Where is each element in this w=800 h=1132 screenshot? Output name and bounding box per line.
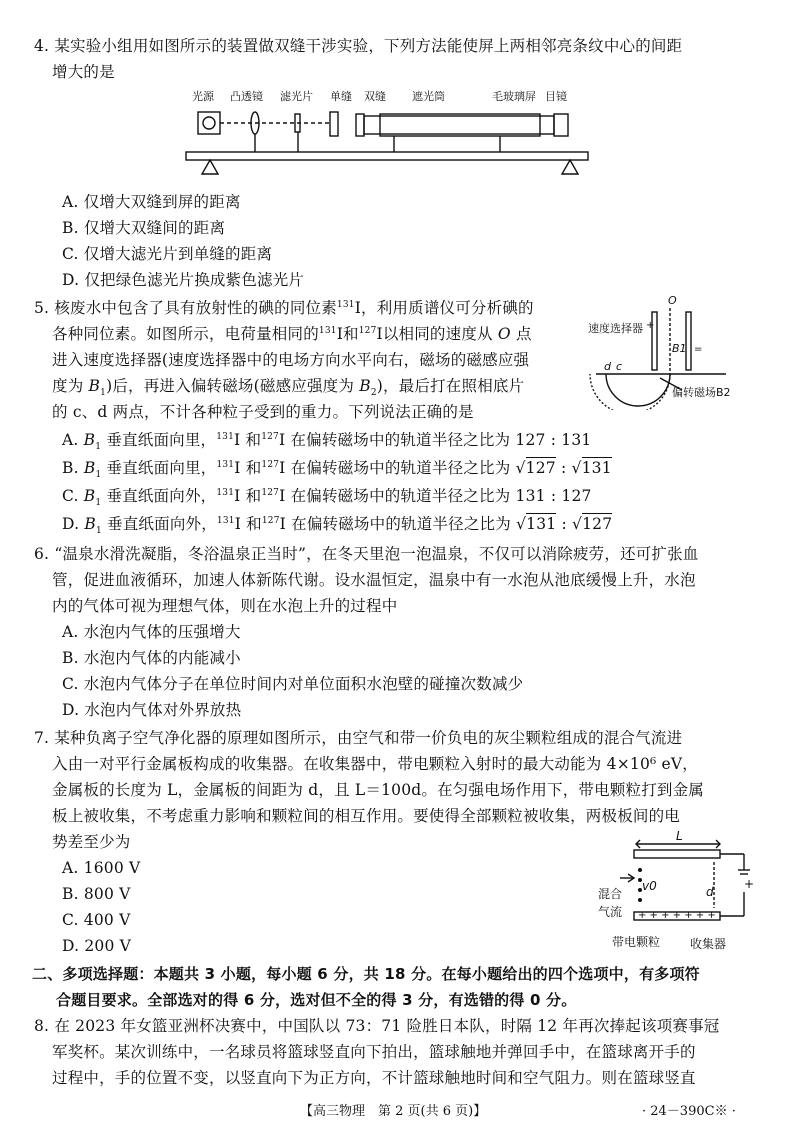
label-deflect-field: 偏转磁场B2 bbox=[672, 386, 731, 399]
section-2-heading-line-2: 合题目要求。全部选对的得 6 分，选对但不全的得 3 分，有选错的得 0 分。 bbox=[56, 991, 577, 1009]
label-plus: + bbox=[744, 877, 755, 891]
label-eyepiece: 目镜 bbox=[545, 90, 567, 103]
svg-text:=: = bbox=[694, 344, 703, 355]
q7-option-b: B. 800 V bbox=[62, 885, 131, 903]
label-mix-1: 混合 bbox=[598, 887, 623, 901]
q7-stem-line-2: 入由一对平行金属板构成的收集器。在收集器中，带电颗粒入射时的最大动能为 4×10⁶ eV， bbox=[52, 755, 699, 773]
mass-spectrometer-diagram bbox=[586, 292, 770, 410]
label-velocity-selector: 速度选择器 bbox=[588, 322, 643, 335]
exam-code: · 24－390C※ · bbox=[642, 1104, 736, 1119]
q8-stem-line-1: 8. 在 2023 年女篮亚洲杯决赛中，中国队以 73：71 险胜日本队，时隔 12 年再次捧起该项赛事冠 bbox=[34, 1017, 720, 1035]
q4-option-c: C. 仅增大滤光片到单缝的距离 bbox=[62, 245, 273, 263]
q7-stem-line-5: 势差至少为 bbox=[52, 833, 131, 851]
label-v0: v0 bbox=[642, 879, 657, 893]
q6-option-a: A. 水泡内气体的压强增大 bbox=[62, 623, 241, 641]
q6-option-d: D. 水泡内气体对外界放热 bbox=[62, 701, 242, 719]
q7-option-c: C. 400 V bbox=[62, 911, 131, 929]
q5-stem-line-5: 的 c、d 两点，不计各种粒子受到的重力。下列说法正确的是 bbox=[52, 403, 474, 421]
q5-stem-line-1: 5. 核废水中包含了具有放射性的碘的同位素$^{131}$I，利用质谱仪可分析碘的 bbox=[34, 299, 534, 317]
q4-stem-line-2: 增大的是 bbox=[52, 63, 115, 81]
q8-stem-line-3: 过程中，手的位置不变，以竖直向下为正方向，不计篮球触地时间和空气阻力。则在篮球竖直 bbox=[52, 1069, 696, 1087]
q4-stem-line-1: 4. 某实验小组用如图所示的装置做双缝干涉实验，下列方法能使屏上两相邻亮条纹中心的间距 bbox=[34, 37, 683, 55]
label-mix-2: 气流 bbox=[598, 905, 623, 919]
q6-stem-line-1: 6. “温泉水滑洗凝脂，冬浴温泉正当时”，在冬天里泡一泡温泉，不仅可以消除疲劳，还可扩张血 bbox=[34, 545, 699, 563]
q6-option-b: B. 水泡内气体的内能减小 bbox=[62, 649, 241, 667]
q7-option-a: A. 1600 V bbox=[62, 859, 141, 877]
page-footer: 【高三物理 第 2 页(共 6 页)】 bbox=[300, 1104, 487, 1119]
shade-tube bbox=[364, 116, 554, 134]
q6-stem-line-2: 管，促进血液循环，加速人体新陈代谢。设水温恒定，温泉中有一水泡从池底缓慢上升，水泡 bbox=[52, 571, 696, 589]
label-L: L bbox=[676, 829, 683, 843]
q5-option-c: C. $B_1$ 垂直纸面向外，$^{131}$I 和$^{127}$I 在偏转磁场中的轨道半径之比为 131 : 127 bbox=[62, 487, 592, 509]
q8-stem-line-2: 军奖杯。某次训练中，一名球员将篮球竖直向下拍出，篮球触地并弹回手中，在篮球离开手的 bbox=[52, 1043, 696, 1061]
label-d: d bbox=[604, 360, 611, 373]
section-2-heading-line-1: 二、多项选择题：本题共 3 小题，每小题 6 分，共 18 分。在每小题给出的四个选项中，有多项符 bbox=[32, 965, 700, 983]
svg-text:+ + + + + + +: + + + + + + + bbox=[638, 910, 716, 921]
label-glass-screen: 毛玻璃屏 bbox=[492, 90, 536, 103]
svg-text:+: + bbox=[646, 320, 655, 331]
label-single-slit: 单缝 bbox=[330, 90, 352, 103]
q4-option-d: D. 仅把绿色滤光片换成紫色滤光片 bbox=[62, 271, 305, 289]
q5-stem-line-4: 度为 $B_1$)后，再进入偏转磁场(磁感应强度为 $B_2$)，最后打在照相底片 bbox=[52, 377, 525, 399]
top-plate bbox=[634, 850, 720, 858]
optical-bench bbox=[186, 152, 588, 160]
label-collector: 收集器 bbox=[690, 937, 727, 951]
double-slit bbox=[356, 114, 364, 136]
label-light-source: 光源 bbox=[192, 90, 214, 103]
label-charged-particle: 带电颗粒 bbox=[612, 935, 661, 949]
light-source-box bbox=[198, 112, 220, 134]
selector-plate-right bbox=[686, 312, 691, 370]
q7-stem-line-4: 板上被收集，不考虑重力影响和颗粒间的相互作用。要使得全部颗粒被收集，两极板间的电 bbox=[52, 807, 681, 825]
label-O: O bbox=[668, 294, 677, 307]
label-shade-tube: 遮光筒 bbox=[412, 90, 445, 103]
label-filter: 滤光片 bbox=[280, 90, 313, 103]
single-slit bbox=[330, 112, 338, 136]
q7-option-d: D. 200 V bbox=[62, 937, 132, 955]
label-convex-lens: 凸透镜 bbox=[230, 90, 263, 103]
q6-option-c: C. 水泡内气体分子在单位时间内对单位面积水泡壁的碰撞次数减少 bbox=[62, 675, 524, 693]
label-c: c bbox=[616, 360, 623, 373]
q4-option-a: A. 仅增大双缝到屏的距离 bbox=[62, 193, 241, 211]
q6-stem-line-3: 内的气体可视为理想气体，则在水泡上升的过程中 bbox=[52, 597, 398, 615]
q7-stem-line-1: 7. 某种负离子空气净化器的原理如图所示，由空气和带一价负电的灰尘颗粒组成的混合气流进 bbox=[34, 729, 683, 747]
q5-option-b: B. $B_1$ 垂直纸面向里，$^{131}$I 和$^{127}$I 在偏转磁场中的轨道半径之比为 √127 : √131 bbox=[62, 459, 612, 481]
label-d: d bbox=[706, 885, 714, 899]
label-double-slit: 双缝 bbox=[364, 90, 386, 103]
q7-stem-line-3: 金属板的长度为 L，金属板的间距为 d，且 L＝100d。在匀强电场作用下，带电颗粒打到金属 bbox=[52, 781, 704, 799]
q5-stem-line-3: 进入速度选择器(速度选择器中的电场方向水平向右，磁场的磁感应强 bbox=[52, 351, 530, 369]
q5-option-d: D. $B_1$ 垂直纸面向外，$^{131}$I 和$^{127}$I 在偏转磁场中的轨道半径之比为 √131 : √127 bbox=[62, 515, 613, 537]
q5-option-a: A. $B_1$ 垂直纸面向里，$^{131}$I 和$^{127}$I 在偏转磁场中的轨道半径之比为 127 : 131 bbox=[62, 431, 592, 453]
q4-option-b: B. 仅增大双缝间的距离 bbox=[62, 219, 226, 237]
interference-apparatus-diagram bbox=[180, 86, 600, 186]
label-B1: B1 bbox=[672, 342, 687, 355]
q5-stem-line-2: 各种同位素。如图所示，电荷量相同的$^{131}$I和$^{127}$I以相同的速度从 O 点 bbox=[52, 325, 532, 343]
collector-diagram bbox=[594, 826, 770, 956]
eyepiece bbox=[554, 114, 568, 136]
